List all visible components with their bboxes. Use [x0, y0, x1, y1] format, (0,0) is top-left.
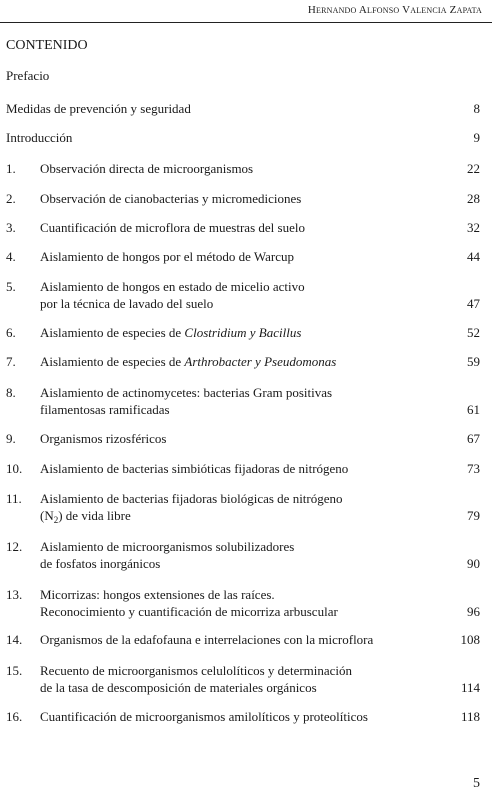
entry-page: 59: [467, 354, 480, 369]
entry-title-line: Observación directa de microorganismos: [40, 161, 254, 176]
entry-title-line: [40, 353, 434, 370]
entry-page: 79: [467, 508, 480, 523]
entry-number: 2.: [6, 191, 16, 206]
toc-medidas-page: 8: [473, 101, 480, 116]
toc-medidas-label: Medidas de prevención y seguridad: [6, 101, 191, 116]
entry-page: 73: [467, 461, 480, 476]
entry-title-italic: Clostridium y Bacillus: [184, 325, 302, 340]
entry-number: 10.: [6, 461, 23, 476]
entry-title-line: Cuantificación de microflora de muestras del suelo: [40, 220, 305, 235]
entry-title-line: Aislamiento de bacterias simbióticas fijadoras de nitrógeno: [40, 461, 349, 476]
entry-page: 44: [467, 249, 480, 264]
entry-title-line: Observación de cianobacterias y micromediciones: [40, 191, 302, 206]
entry-page: 90: [467, 556, 480, 571]
entry-title-fragment: ) de vida libre: [58, 508, 131, 523]
entry-title-line: Aislamiento de hongos por el método de Warcup: [40, 249, 294, 264]
entry-number: 6.: [6, 325, 16, 340]
entry-number: 3.: [6, 220, 16, 235]
entry-title-line: Aislamiento de hongos en estado de micelio activo: [40, 279, 305, 294]
entry-number: 15.: [6, 663, 23, 678]
entry-title-line: Cuantificación de microorganismos amilolíticos y proteolíticos: [40, 709, 368, 724]
entry-title-italic: Arthrobacter y Pseudomonas: [184, 354, 337, 369]
entry-title-line: de la tasa de descomposición de materiales orgánicos: [40, 680, 317, 695]
entry-title-line: [40, 507, 434, 529]
entry-title-line: Micorrizas: hongos extensiones de las raíces.: [40, 587, 275, 602]
entry-title-line: [40, 324, 434, 341]
entry-title-line: Aislamiento de microorganismos solubilizadores: [40, 539, 295, 554]
entry-title-line: Organismos rizosféricos: [40, 431, 167, 446]
entry-title-subscript: 2: [53, 515, 59, 525]
entry-number: 8.: [6, 385, 16, 400]
entry-number: 9.: [6, 431, 16, 446]
entry-page: 67: [467, 431, 480, 446]
entry-title-fragment: (N: [40, 508, 54, 523]
entry-page: 118: [460, 709, 480, 724]
entry-number: 1.: [6, 161, 16, 176]
entry-number: 7.: [6, 354, 16, 369]
entry-page: 108: [460, 632, 480, 647]
entry-title-line: de fosfatos inorgánicos: [40, 556, 161, 571]
entry-title-line: Aislamiento de bacterias fijadoras biológicas de nitrógeno: [40, 491, 343, 506]
page-number: 5: [473, 776, 480, 791]
entry-number: 16.: [6, 709, 23, 724]
entry-number: 5.: [6, 279, 16, 294]
entry-title-line: Organismos de la edafofauna e interrelaciones con la microflora: [40, 632, 374, 647]
entry-number: 13.: [6, 587, 23, 602]
entry-title-line: por la técnica de lavado del suelo: [40, 296, 214, 311]
entry-title-prefix: Aislamiento de especies de: [40, 354, 185, 369]
toc-intro-page: 9: [473, 130, 480, 145]
entry-title-prefix: Aislamiento de especies de: [40, 325, 185, 340]
entry-number: 14.: [6, 632, 23, 647]
entry-title-line: Recuento de microorganismos celulolíticos y determinación: [40, 663, 353, 678]
toc-prefacio: Prefacio: [6, 68, 50, 83]
entry-page: 22: [467, 161, 480, 176]
header-rule: [0, 22, 492, 23]
entry-page: 47: [467, 296, 480, 311]
entry-title-line: filamentosas ramificadas: [40, 402, 170, 417]
entry-title-line: Reconocimiento y cuantificación de micorriza arbuscular: [40, 604, 338, 619]
entry-page: 114: [460, 680, 480, 695]
entry-page: 28: [467, 191, 480, 206]
toc-intro-label: Introducción: [6, 130, 73, 145]
entry-page: 32: [467, 220, 480, 235]
entry-number: 11.: [6, 491, 22, 506]
entry-page: 52: [467, 325, 480, 340]
entry-title-line: Aislamiento de actinomycetes: bacterias Gram positivas: [40, 385, 333, 400]
toc-title: CONTENIDO: [6, 38, 88, 53]
entry-number: 4.: [6, 249, 16, 264]
entry-page: 96: [467, 604, 480, 619]
running-header: Hernando Alfonso Valencia Zapata: [307, 4, 482, 16]
entry-page: 61: [467, 402, 480, 417]
entry-number: 12.: [6, 539, 23, 554]
